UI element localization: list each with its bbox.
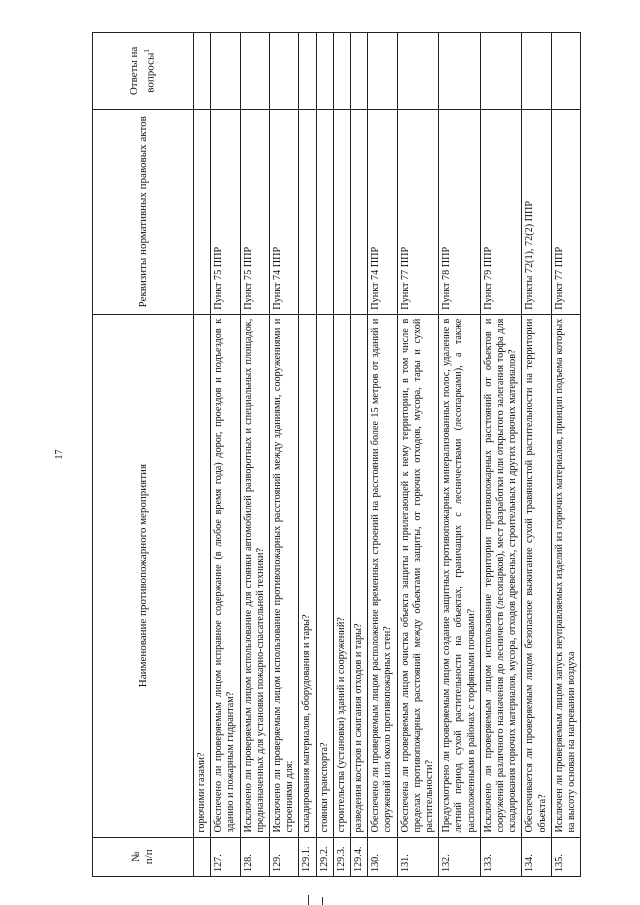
scan-edge-mark — [308, 895, 309, 905]
row-measure-name: Обеспечено ли проверяемым лицом исправное содержание (в любое время года) дорог, проездов и подъездов к зданию и пожарным гидрантам? — [211, 314, 240, 837]
row-measure-name: складирования материалов, оборудования и тары? — [299, 314, 316, 837]
row-requisites: Пункт 74 ППР — [368, 109, 397, 314]
page-number: 17 — [54, 449, 65, 460]
table-row — [270, 33, 299, 877]
table-body — [194, 33, 581, 877]
row-number: 131. — [397, 837, 439, 876]
table-row — [368, 33, 397, 877]
row-number: 134. — [522, 837, 551, 876]
table-header-row — [93, 33, 194, 877]
table-row — [316, 33, 333, 877]
table-row — [480, 33, 522, 877]
row-answer-cell — [211, 33, 240, 110]
table-row — [551, 33, 580, 877]
row-measure-name: Исключено ли проверяемым лицом использование территории противопожарных расстояний от объектов и сооружений различного назначения до лесничеств (лесопарков), мест разработки или открытого залегания торфа для складирования горючих материалов, мусора, отходов древесных, строительных и других горючих материалов? — [480, 314, 522, 837]
row-measure-name: горючими газами? — [194, 314, 211, 837]
row-number: 130. — [368, 837, 397, 876]
row-answer-cell — [522, 33, 551, 110]
header-answers — [93, 33, 194, 110]
header-requisites: Реквизиты нормативных правовых актов — [93, 109, 194, 314]
row-number: 127. — [211, 837, 240, 876]
row-requisites — [333, 109, 350, 314]
row-number: 128. — [240, 837, 269, 876]
header-answers-label: Ответы на вопросы — [128, 46, 157, 96]
table-row — [194, 33, 211, 877]
row-answer-cell — [270, 33, 299, 110]
table-row — [211, 33, 240, 877]
row-number: 129. — [270, 837, 299, 876]
row-requisites — [194, 109, 211, 314]
table-row — [397, 33, 439, 877]
row-measure-name: Исключено ли проверяемым лицом использование противопожарных расстояний между зданиями, сооружениями и строениями для: — [270, 314, 299, 837]
row-answer-cell — [194, 33, 211, 110]
row-measure-name: разведения костров и сжигания отходов и тары? — [351, 314, 368, 837]
row-measure-name: Исключен ли проверяемым лицом запуск неуправляемых изделий из горючих материалов, принцип подъема которых на высоту основан на нагревании воздуха — [551, 314, 580, 837]
header-answers-footnote: 1 — [143, 49, 152, 53]
row-answer-cell — [480, 33, 522, 110]
rotated-content — [54, 32, 610, 877]
row-requisites: Пункт 77 ППР — [397, 109, 439, 314]
row-measure-name: Обеспечена ли проверяемым лицом очистка объекта защиты и прилегающей к нему территории, в том числе в пределах противопожарных расстояний между объектами защиты, от горючих отходов, мусора, тары и сухой растительности? — [397, 314, 439, 837]
table-row — [240, 33, 269, 877]
table-row — [351, 33, 368, 877]
row-requisites: Пункт 79 ППР — [480, 109, 522, 314]
checklist-table — [92, 32, 581, 877]
row-answer-cell — [333, 33, 350, 110]
header-num: № п/п — [93, 837, 194, 876]
row-requisites: Пункт 75 ППР — [211, 109, 240, 314]
row-number — [194, 837, 211, 876]
row-measure-name: Исключено ли проверяемым лицом использование для стоянки автомобилей разворотных и специальных площадок, предназначенных для установки пожарно-спасательной техники? — [240, 314, 269, 837]
row-answer-cell — [316, 33, 333, 110]
row-requisites: Пункт 75 ППР — [240, 109, 269, 314]
row-number: 129.4. — [351, 837, 368, 876]
row-requisites: Пункт 78 ППР — [439, 109, 481, 314]
row-answer-cell — [299, 33, 316, 110]
row-measure-name: строительства (установки) зданий и сооружений? — [333, 314, 350, 837]
row-answer-cell — [551, 33, 580, 110]
row-number: 135. — [551, 837, 580, 876]
row-number: 129.3. — [333, 837, 350, 876]
row-requisites: Пункты 72(1), 72(2) ППР — [522, 109, 551, 314]
row-measure-name: Обеспечивается ли проверяемым лицом безопасное выжигание сухой травянистой растительности на территории объекта? — [522, 314, 551, 837]
row-requisites — [299, 109, 316, 314]
row-requisites: Пункт 77 ППР — [551, 109, 580, 314]
row-measure-name: стоянки транспорта? — [316, 314, 333, 837]
table-row — [333, 33, 350, 877]
row-answer-cell — [240, 33, 269, 110]
row-answer-cell — [351, 33, 368, 110]
row-number: 129.2. — [316, 837, 333, 876]
row-number: 129.1. — [299, 837, 316, 876]
table-row — [522, 33, 551, 877]
row-requisites — [351, 109, 368, 314]
table-row — [439, 33, 481, 877]
row-answer-cell — [397, 33, 439, 110]
row-answer-cell — [368, 33, 397, 110]
scan-edge-mark — [322, 897, 323, 905]
row-number: 132. — [439, 837, 481, 876]
header-name: Наименование противопожарного мероприятия — [93, 314, 194, 837]
row-measure-name: Обеспечено ли проверяемым лицом расположение временных строений на расстоянии более 15 метров от зданий и сооружений или около противопожарных стен? — [368, 314, 397, 837]
row-number: 133. — [480, 837, 522, 876]
table-row — [299, 33, 316, 877]
row-requisites: Пункт 74 ППР — [270, 109, 299, 314]
row-measure-name: Предусмотрено ли проверяемым лицом создание защитных противопожарных минерализованных полос, удаление в летний период сухой растительности на объектах, граничащих с лесничествами (лесопарками), а также расположенными в районах с торфяными почвами? — [439, 314, 481, 837]
row-requisites — [316, 109, 333, 314]
row-answer-cell — [439, 33, 481, 110]
